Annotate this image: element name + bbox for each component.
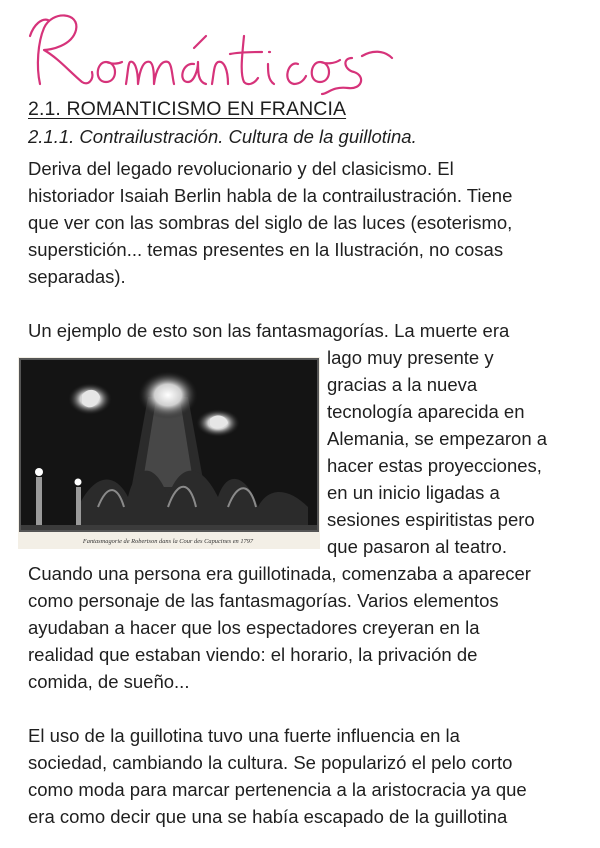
text-line: en un inicio ligadas a (327, 482, 500, 503)
text-line: El uso de la guillotina tuvo una fuerte influencia en la (28, 725, 460, 746)
paragraph-2-intro: Un ejemplo de esto son las fantasmagorías. La muerte era (28, 320, 510, 341)
text-line: lago muy presente y (327, 347, 494, 368)
text-line: separadas). (28, 266, 126, 287)
text-line: realidad que estaban viendo: el horario, la privación de (28, 644, 478, 665)
text-line: gracias a la nueva (327, 374, 478, 395)
text-line: sociedad, cambiando la cultura. Se popularizó el pelo corto (28, 752, 513, 773)
text-line: como moda para marcar pertenencia a la aristocracia ya que (28, 779, 527, 800)
subsection-title: 2.1.1. Contrailustración. Cultura de la guillotina. (28, 126, 417, 147)
text-line: hacer estas proyecciones, (327, 455, 542, 476)
section-title: 2.1. ROMANTICISMO EN FRANCIA (28, 98, 347, 120)
text-line: que ver con las sombras del siglo de las luces (esoterismo, (28, 212, 513, 233)
text-line: tecnología aparecida en (327, 401, 525, 422)
romanticos-script-logo (22, 6, 402, 96)
text-line: que pasaron al teatro. (327, 536, 507, 557)
text-line: ayudaban a hacer que los espectadores creyeran en la (28, 617, 480, 638)
text-line: sesiones espiritistas pero (327, 509, 535, 530)
text-line: como personaje de las fantasmagorías. Varios elementos (28, 590, 499, 611)
text-line: era como decir que una se había escapado de la guillotina (28, 806, 508, 827)
engraving-caption: Fantasmagorie de Robertson dans la Cour des Capucines en 1797 (82, 538, 254, 545)
text-line: historiador Isaiah Berlin habla de la contrailustración. Tiene (28, 185, 513, 206)
text-line: Alemania, se empezaron a (327, 428, 548, 449)
text-line: Cuando una persona era guillotinada, comenzaba a aparecer (28, 563, 531, 584)
text-line: Deriva del legado revolucionario y del clasicismo. El (28, 158, 454, 179)
fantasmagoria-engraving-image (18, 357, 320, 549)
text-line: comida, de sueño... (28, 671, 190, 692)
text-line: superstición... temas presentes en la Ilustración, no cosas (28, 239, 504, 260)
